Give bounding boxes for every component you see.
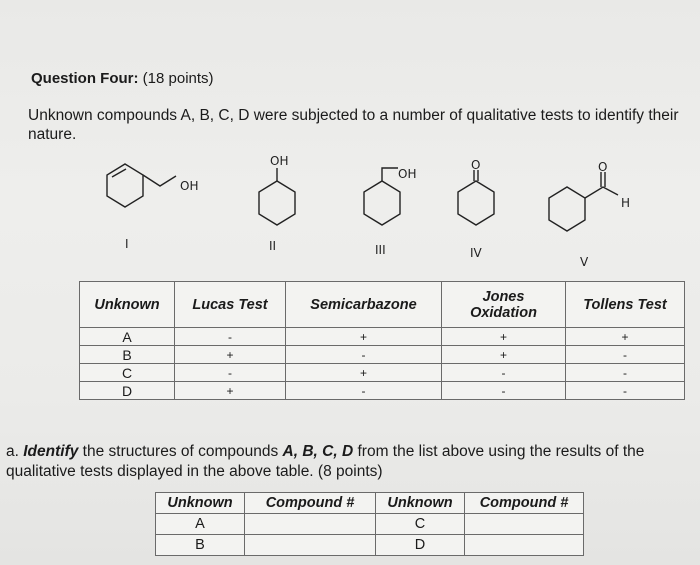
row-b-tollens: - [566,346,685,364]
numeral-i: I [125,237,129,251]
table-row [80,328,685,346]
row-a-lucas: - [175,328,286,346]
label-h-v: H [621,196,631,210]
row-a-tollens: + [566,328,685,346]
answer-compound-b[interactable] [245,535,376,556]
answer-header-row [156,493,584,514]
answer-header-unknown-1: Unknown [156,493,245,514]
answer-header-compound-2: Compound # [465,493,584,514]
part-a-text1: the structures of compounds [78,443,283,460]
answer-unknown-b: B [156,535,245,556]
ring-ii [259,181,295,225]
header-jones-line1: Jones [482,288,525,305]
answer-unknown-c: C [376,514,465,535]
header-jones-line2: Oxidation [470,304,537,321]
header-tollens: Tollens Test [566,282,685,328]
answer-unknown-d: D [376,535,465,556]
part-a-prefix: a. [6,443,24,460]
ring-iii [364,181,400,225]
ring-iv [458,181,494,225]
row-b-jones: + [442,346,566,364]
numeral-iii: III [375,243,386,257]
part-a-emph: Identify [23,443,79,460]
ring-i [107,164,143,207]
chain-v [585,187,618,198]
table-row [80,346,685,364]
answer-header-compound-1: Compound # [245,493,376,514]
label-o-iv: O [471,158,481,172]
part-a-text2: from the list above using the results of the qualitative tests displayed in the above table. (8 points) [6,443,645,480]
answer-compound-a[interactable] [245,514,376,535]
answer-header-unknown-2: Unknown [376,493,465,514]
numeral-v: V [580,255,589,269]
numeral-ii: II [269,239,277,253]
label-oh-iii: OH [398,167,417,181]
question-points: (18 points) [142,70,214,87]
part-a-instructions [6,442,686,482]
row-b-lucas: + [175,346,286,364]
tests-header-row [80,282,685,328]
question-label: Question Four: [31,70,139,87]
question-title [31,70,214,87]
table-row [80,382,685,400]
numeral-iv: IV [470,246,482,260]
row-c-tollens: - [566,364,685,382]
header-semicarbazone: Semicarbazone [286,282,442,328]
structures-figure [0,140,700,280]
row-c-unknown: C [80,364,175,382]
row-d-semi: - [286,382,442,400]
header-lucas: Lucas Test [175,282,286,328]
row-d-lucas: + [175,382,286,400]
tests-table [79,281,685,400]
answer-compound-c[interactable] [465,514,584,535]
chain-i [143,175,176,186]
row-a-semi: + [286,328,442,346]
table-row [156,514,584,535]
label-oh-i: OH [180,179,199,193]
label-o-v: O [598,160,608,174]
row-c-lucas: - [175,364,286,382]
table-row [80,364,685,382]
ring-v [549,187,585,231]
table-row [156,535,584,556]
row-b-unknown: B [80,346,175,364]
row-c-jones: - [442,364,566,382]
label-oh-ii: OH [270,154,289,168]
row-c-semi: + [286,364,442,382]
header-unknown: Unknown [80,282,175,328]
answer-table [155,492,584,556]
row-d-jones: - [442,382,566,400]
answer-compound-d[interactable] [465,535,584,556]
row-b-semi: - [286,346,442,364]
row-d-unknown: D [80,382,175,400]
intro-text: Unknown compounds A, B, C, D were subjected to a number of qualitative tests to identify their nature. [28,107,679,143]
answer-unknown-a: A [156,514,245,535]
row-a-jones: + [442,328,566,346]
part-a-letters: A, B, C, D [282,443,354,460]
row-d-tollens: - [566,382,685,400]
row-a-unknown: A [80,328,175,346]
header-jones [442,282,566,328]
chain-iii [382,168,398,181]
